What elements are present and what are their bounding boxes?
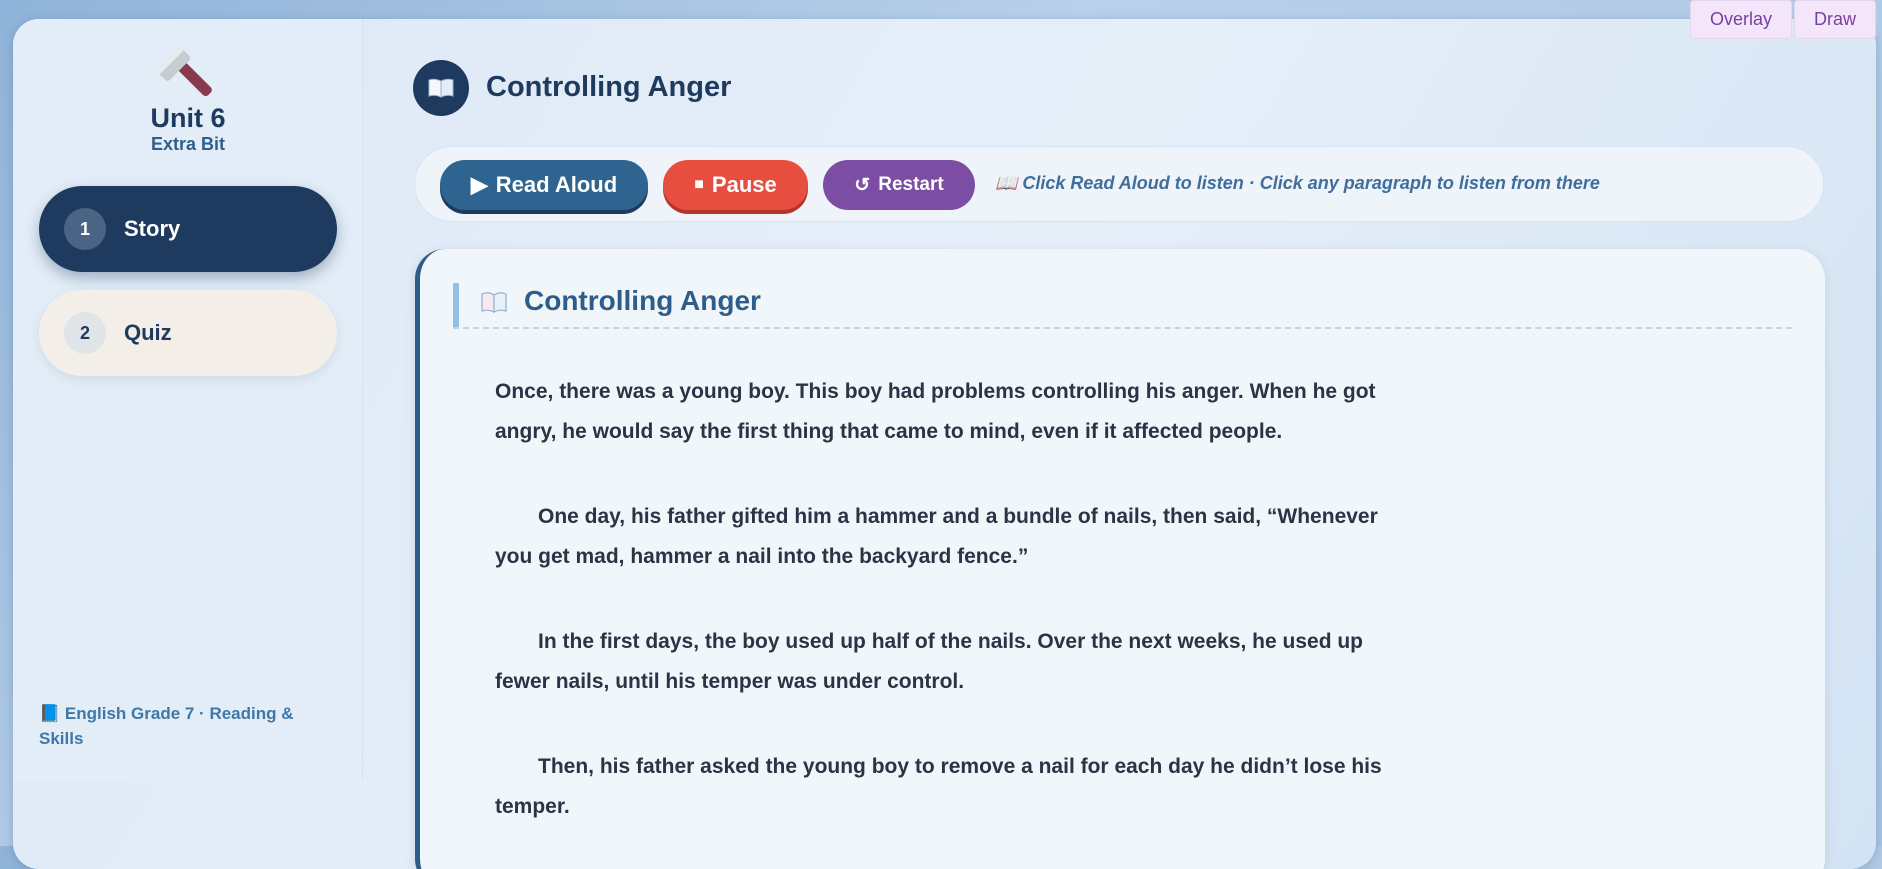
pause-button[interactable] [663,160,808,210]
card-header [453,285,1792,329]
accent-bar [453,283,459,327]
blue-book-icon: 📘 [39,704,61,723]
course-label: English Grade 7 · Reading & Skills [39,704,294,748]
nav-item-story[interactable] [39,186,337,272]
restart-icon: ↺ [854,174,871,196]
unit-subtitle: Extra Bit [150,134,226,154]
main-content [363,19,1876,869]
top-right-controls [1690,0,1876,39]
open-book-icon [480,288,508,316]
story-paragraph[interactable]: One day, his father gifted him a hammer and a bundle of nails, then said, “Whenever you get mad, hammer a nail into the backyard fence.” [495,505,1378,568]
story-card [415,249,1825,869]
nav-number: 1 [64,208,106,250]
restart-label: Restart [878,174,944,195]
unit-title: Unit 6 [150,103,226,133]
card-title: Controlling Anger [524,285,761,316]
stop-icon: ■ [694,176,704,193]
story-paragraph[interactable]: In the first days, the boy used up half of the nails. Over the next weeks, he used up fewer nails, until his temper was under control. [495,630,1364,693]
story-text [495,372,1395,869]
read-aloud-button[interactable] [440,160,648,210]
course-footer [39,701,329,751]
pause-label: Pause [711,172,777,197]
restart-button[interactable] [823,160,975,210]
play-icon: ▶ [470,172,488,197]
read-aloud-label: Read Aloud [495,172,618,197]
story-paragraph[interactable]: Once, there was a young boy. This boy had problems controlling his anger. When he got angry, he would say the first thing that came to mind, even if it affected people. [495,380,1376,443]
header-badge [413,60,469,116]
hammer-icon [153,43,223,101]
nav-label: Story [124,216,181,241]
page-title: Controlling Anger [486,71,732,103]
draw-button[interactable]: Draw [1794,0,1876,39]
open-book-icon [427,77,455,99]
app-window [13,19,1876,869]
nav-label: Quiz [124,320,172,345]
sidebar [13,19,363,780]
overlay-button[interactable]: Overlay [1690,0,1792,39]
brand [13,43,363,155]
nav-item-quiz[interactable] [39,290,337,376]
toolbar-hint: 📖 Click Read Aloud to listen · Click any paragraph to listen from there [995,173,1600,193]
story-paragraph[interactable]: Then, his father asked the young boy to remove a nail for each day he didn’t lose his temper. [495,755,1382,818]
nav-number: 2 [64,312,106,354]
reading-toolbar [414,146,1824,222]
